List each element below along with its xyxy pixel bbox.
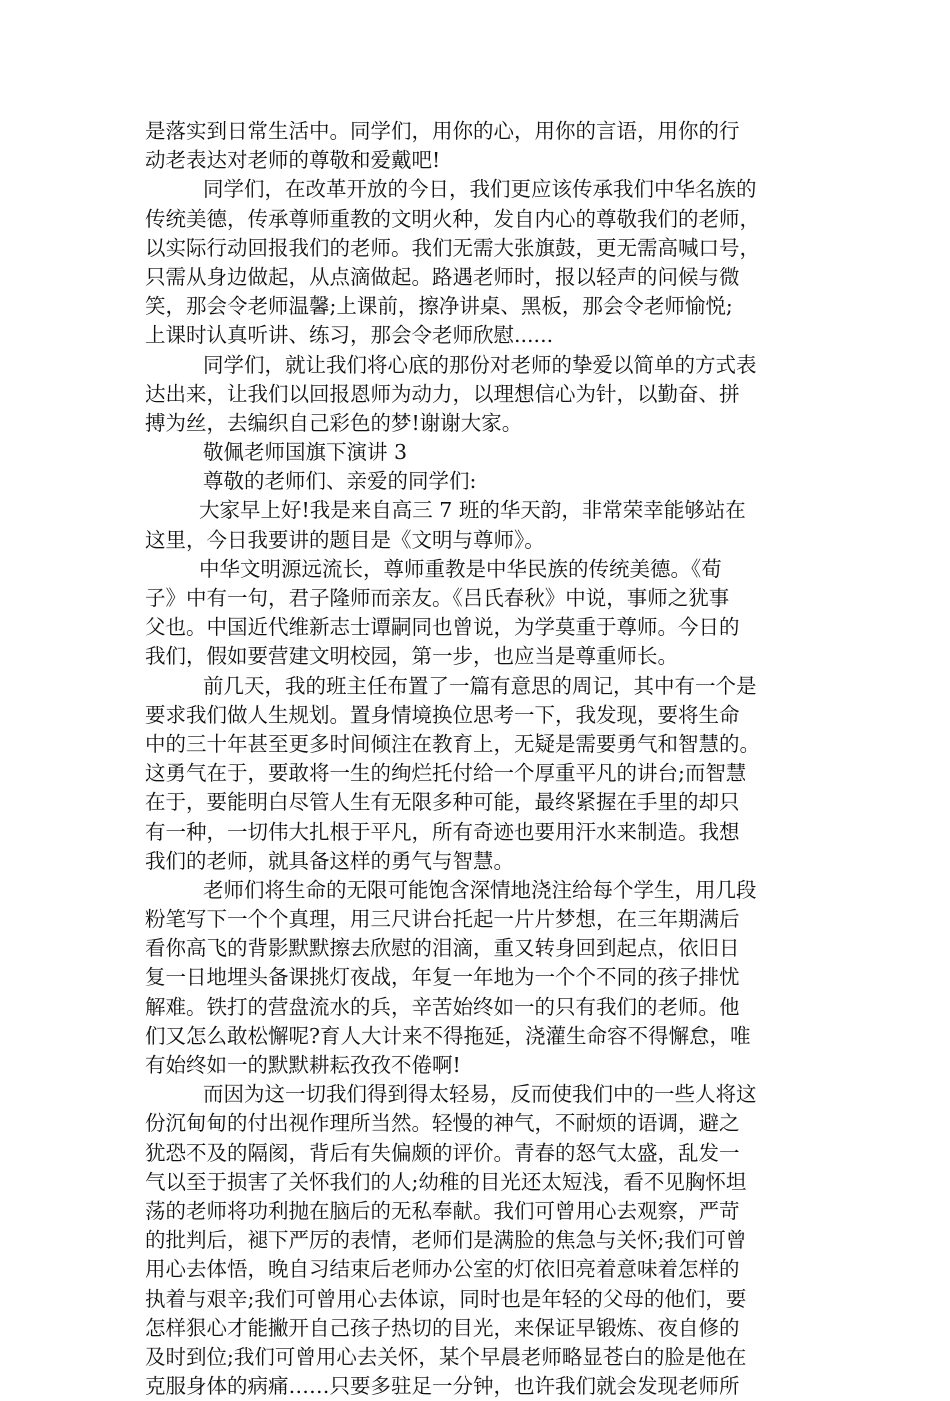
text-line: 子》中有一句，君子隆师而亲友。《吕氏春秋》中说，事师之犹事 [145, 586, 730, 610]
paragraph-start-line: 老师们将生命的无限可能饱含深情地浇注给每个学生，用几段 [203, 877, 757, 902]
text-line: 在于，要能明白尽管人生有无限多种可能，最终紧握在手里的却只 [145, 790, 740, 815]
text-line: 这里，今日我要讲的题目是《文明与尊师》。 [145, 527, 545, 552]
text-line: 们又怎么敢松懈呢?育人大计来不得拖延，浇灌生命容不得懈怠，唯 [145, 1023, 751, 1048]
paragraph-start-line: 而因为这一切我们得到得太轻易，反而使我们中的一些人将这 [203, 1082, 757, 1107]
text-line: 看你高飞的背影默默擦去欣慰的泪滴，重又转身回到起点，依旧日 [145, 936, 740, 961]
text-line: 有始终如一的默默耕耘孜孜不倦啊! [145, 1053, 461, 1077]
text-line: 要求我们做人生规划。置身情境换位思考一下，我发现，要将生命 [145, 702, 740, 727]
section-title: 敬佩老师国旗下演讲 3 [203, 440, 408, 465]
text-line: 执着与艰辛;我们可曾用心去体谅，同时也是年轻的父母的他们，要 [145, 1286, 747, 1311]
salutation-line: 尊敬的老师们、亲爱的同学们: [203, 469, 477, 494]
text-line: 怎样狠心才能撇开自己孩子热切的目光，来保证早锻炼、夜自修的 [145, 1315, 740, 1340]
text-line: 克服身体的病痛……只要多驻足一分钟，也许我们就会发现老师所 [145, 1374, 740, 1399]
text-line: 粉笔写下一个个真理，用三尺讲台托起一片片梦想，在三年期满后 [145, 907, 740, 932]
text-line: 我们的老师，就具备这样的勇气与智慧。 [145, 848, 514, 873]
paragraph-start-line: 前几天，我的班主任布置了一篇有意思的周记，其中有一个是 [203, 673, 757, 698]
text-line: 复一日地埋头备课挑灯夜战，年复一年地为一个个不同的孩子排忧 [145, 965, 740, 990]
text-line: 用心去体悟，晚自习结束后老师办公室的灯依旧亮着意味着怎样的 [145, 1257, 740, 1282]
text-line: 达出来，让我们以回报恩师为动力，以理想信心为针，以勤奋、拼 [145, 381, 740, 406]
paragraph-start-line: 中华文明源远流长，尊师重教是中华民族的传统美德。《荀 [199, 556, 722, 581]
text-line: 搏为丝，去编织自己彩色的梦!谢谢大家。 [145, 410, 523, 435]
text-line: 动老表达对老师的尊敬和爱戴吧! [145, 148, 441, 173]
text-line: 的批判后，褪下严厉的表情，老师们是满脸的焦急与关怀;我们可曾 [145, 1228, 747, 1253]
document-body [145, 117, 810, 1401]
text-line: 解难。铁打的营盘流水的兵，辛苦始终如一的只有我们的老师。他 [145, 994, 740, 1019]
text-line: 这勇气在于，要敢将一生的绚烂托付给一个厚重平凡的讲台;而智慧 [145, 761, 747, 786]
text-line: 传统美德，传承尊师重教的文明火种，发自内心的尊敬我们的老师， [145, 206, 760, 231]
text-line: 荡的老师将功利抛在脑后的无私奉献。我们可曾用心去观察，严苛 [145, 1198, 740, 1223]
text-line: 中的三十年甚至更多时间倾注在教育上，无疑是需要勇气和智慧的。 [145, 731, 760, 756]
text-line: 犹恐不及的隔阂，背后有失偏颇的评价。青春的怒气太盛，乱发一 [145, 1140, 740, 1165]
text-line: 是落实到日常生活中。同学们，用你的心，用你的言语，用你的行 [145, 119, 740, 143]
text-line: 有一种，一切伟大扎根于平凡，所有奇迹也要用汗水来制造。我想 [145, 819, 740, 844]
text-line: 及时到位;我们可曾用心去关怀，某个早晨老师略显苍白的脸是他在 [145, 1344, 747, 1369]
text-line: 以实际行动回报我们的老师。我们无需大张旗鼓，更无需高喊口号， [145, 235, 760, 260]
text-line: 气以至于损害了关怀我们的人;幼稚的目光还太短浅，看不见胸怀坦 [145, 1169, 747, 1194]
text-line: 笑，那会令老师温馨;上课前，擦净讲桌、黑板，那会令老师愉悦; [145, 294, 733, 319]
text-line: 父也。中国近代维新志士谭嗣同也曾说，为学莫重于尊师。今日的 [145, 615, 740, 640]
paragraph-start-line: 同学们，就让我们将心底的那份对老师的挚爱以简单的方式表 [203, 352, 757, 377]
text-line: 份沉甸甸的付出视作理所当然。轻慢的神气，不耐烦的语调，避之 [145, 1111, 740, 1136]
text-line: 只需从身边做起，从点滴做起。路遇老师时，报以轻声的问候与微 [145, 264, 740, 289]
paragraph-start-line: 大家早上好!我是来自高三 7 班的华天韵，非常荣幸能够站在 [199, 498, 746, 523]
text-line: 上课时认真听讲、练习，那会令老师欣慰...... [145, 323, 554, 348]
text-line: 我们，假如要营建文明校园，第一步，也应当是尊重师长。 [145, 644, 678, 669]
paragraph-start-line: 同学们，在改革开放的今日，我们更应该传承我们中华名族的 [203, 177, 757, 202]
